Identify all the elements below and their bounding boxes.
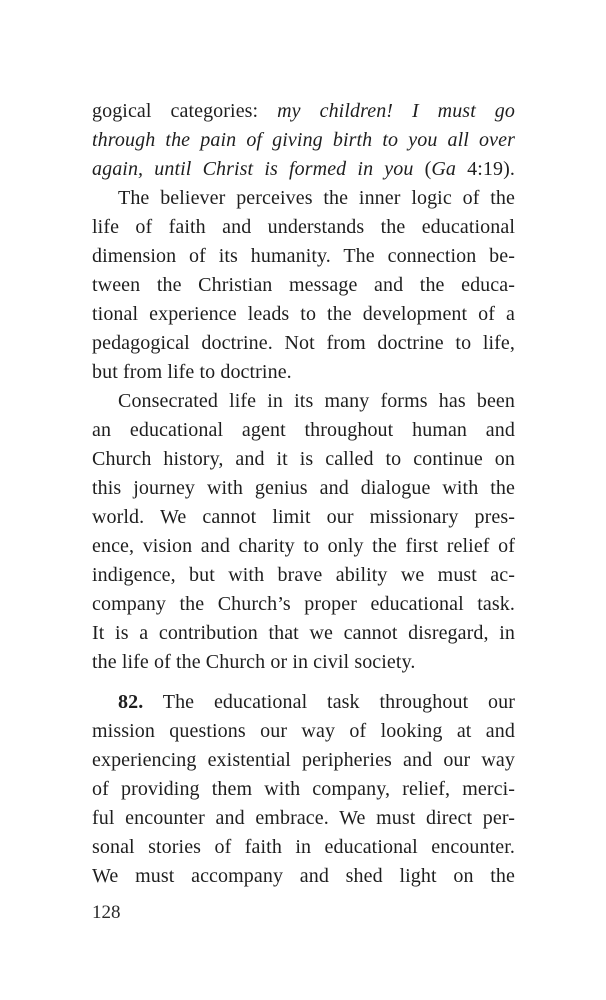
text-line (92, 804, 515, 833)
text-run: again, until Christ is formed in you (92, 158, 414, 180)
text-line (92, 648, 515, 677)
text-run: the life of the Church or in civil society. (92, 651, 416, 673)
text-run: dimension of its humanity. The connection be- (92, 245, 515, 267)
text-line (92, 97, 515, 126)
text-run: It is a contribution that we cannot disregard, in (92, 622, 515, 644)
text-line (92, 416, 515, 445)
text-run: pedagogical doctrine. Not from doctrine to life, (92, 332, 515, 354)
text-run: ful encounter and embrace. We must direct per- (92, 807, 515, 829)
text-line (92, 300, 515, 329)
text-run: 82. (118, 691, 144, 713)
text-line (92, 329, 515, 358)
text-run: company the Church’s proper educational task. (92, 593, 515, 615)
text-line (92, 474, 515, 503)
text-run: of providing them with company, relief, merci- (92, 778, 515, 800)
text-line (92, 532, 515, 561)
text-line (92, 862, 515, 891)
text-line (92, 358, 515, 387)
text-run: an educational agent throughout human and (92, 419, 515, 441)
text-run: tween the Christian message and the educa- (92, 274, 515, 296)
text-line (92, 775, 515, 804)
text-run: gogical categories: (92, 100, 278, 122)
text-run: world. We cannot limit our missionary pres- (92, 506, 515, 528)
text-run: The educational task throughout our (143, 691, 515, 713)
text-run: ( (413, 158, 432, 180)
text-run: experiencing existential peripheries and our way (92, 749, 515, 771)
text-run: life of faith and understands the educational (92, 216, 515, 238)
page-number: 128 (92, 902, 121, 923)
text-line (92, 833, 515, 862)
text-line (92, 590, 515, 619)
text-run: through the pain of giving birth to you all over (92, 129, 515, 151)
text-run: but from life to doctrine. (92, 361, 292, 383)
text-line (92, 213, 515, 242)
text-run: mission questions our way of looking at and (92, 720, 515, 742)
text-run: sonal stories of faith in educational encounter. (92, 836, 515, 858)
text-line (92, 445, 515, 474)
text-line (92, 155, 515, 184)
text-run: Ga (431, 158, 457, 180)
text-line (92, 561, 515, 590)
text-line (92, 184, 515, 213)
text-run: this journey with genius and dialogue with the (92, 477, 515, 499)
text-line (92, 387, 515, 416)
text-run: Consecrated life in its many forms has been (118, 390, 515, 412)
text-run: We must accompany and shed light on the (92, 865, 515, 887)
text-run: ence, vision and charity to only the first relief of (92, 535, 515, 557)
text-line (92, 126, 515, 155)
text-line (92, 271, 515, 300)
text-run: Church history, and it is called to continue on (92, 448, 515, 470)
text-line (92, 503, 515, 532)
text-run: 4:19). (456, 158, 515, 180)
text-line (92, 717, 515, 746)
text-run: The believer perceives the inner logic of the (118, 187, 515, 209)
text-line (92, 619, 515, 648)
text-run: indigence, but with brave ability we must ac- (92, 564, 515, 586)
text-line (92, 746, 515, 775)
text-run: my children! I must go (277, 100, 515, 122)
text-line (92, 242, 515, 271)
text-run: tional experience leads to the development of a (92, 303, 515, 325)
page-text (92, 97, 515, 891)
text-line (92, 688, 515, 717)
